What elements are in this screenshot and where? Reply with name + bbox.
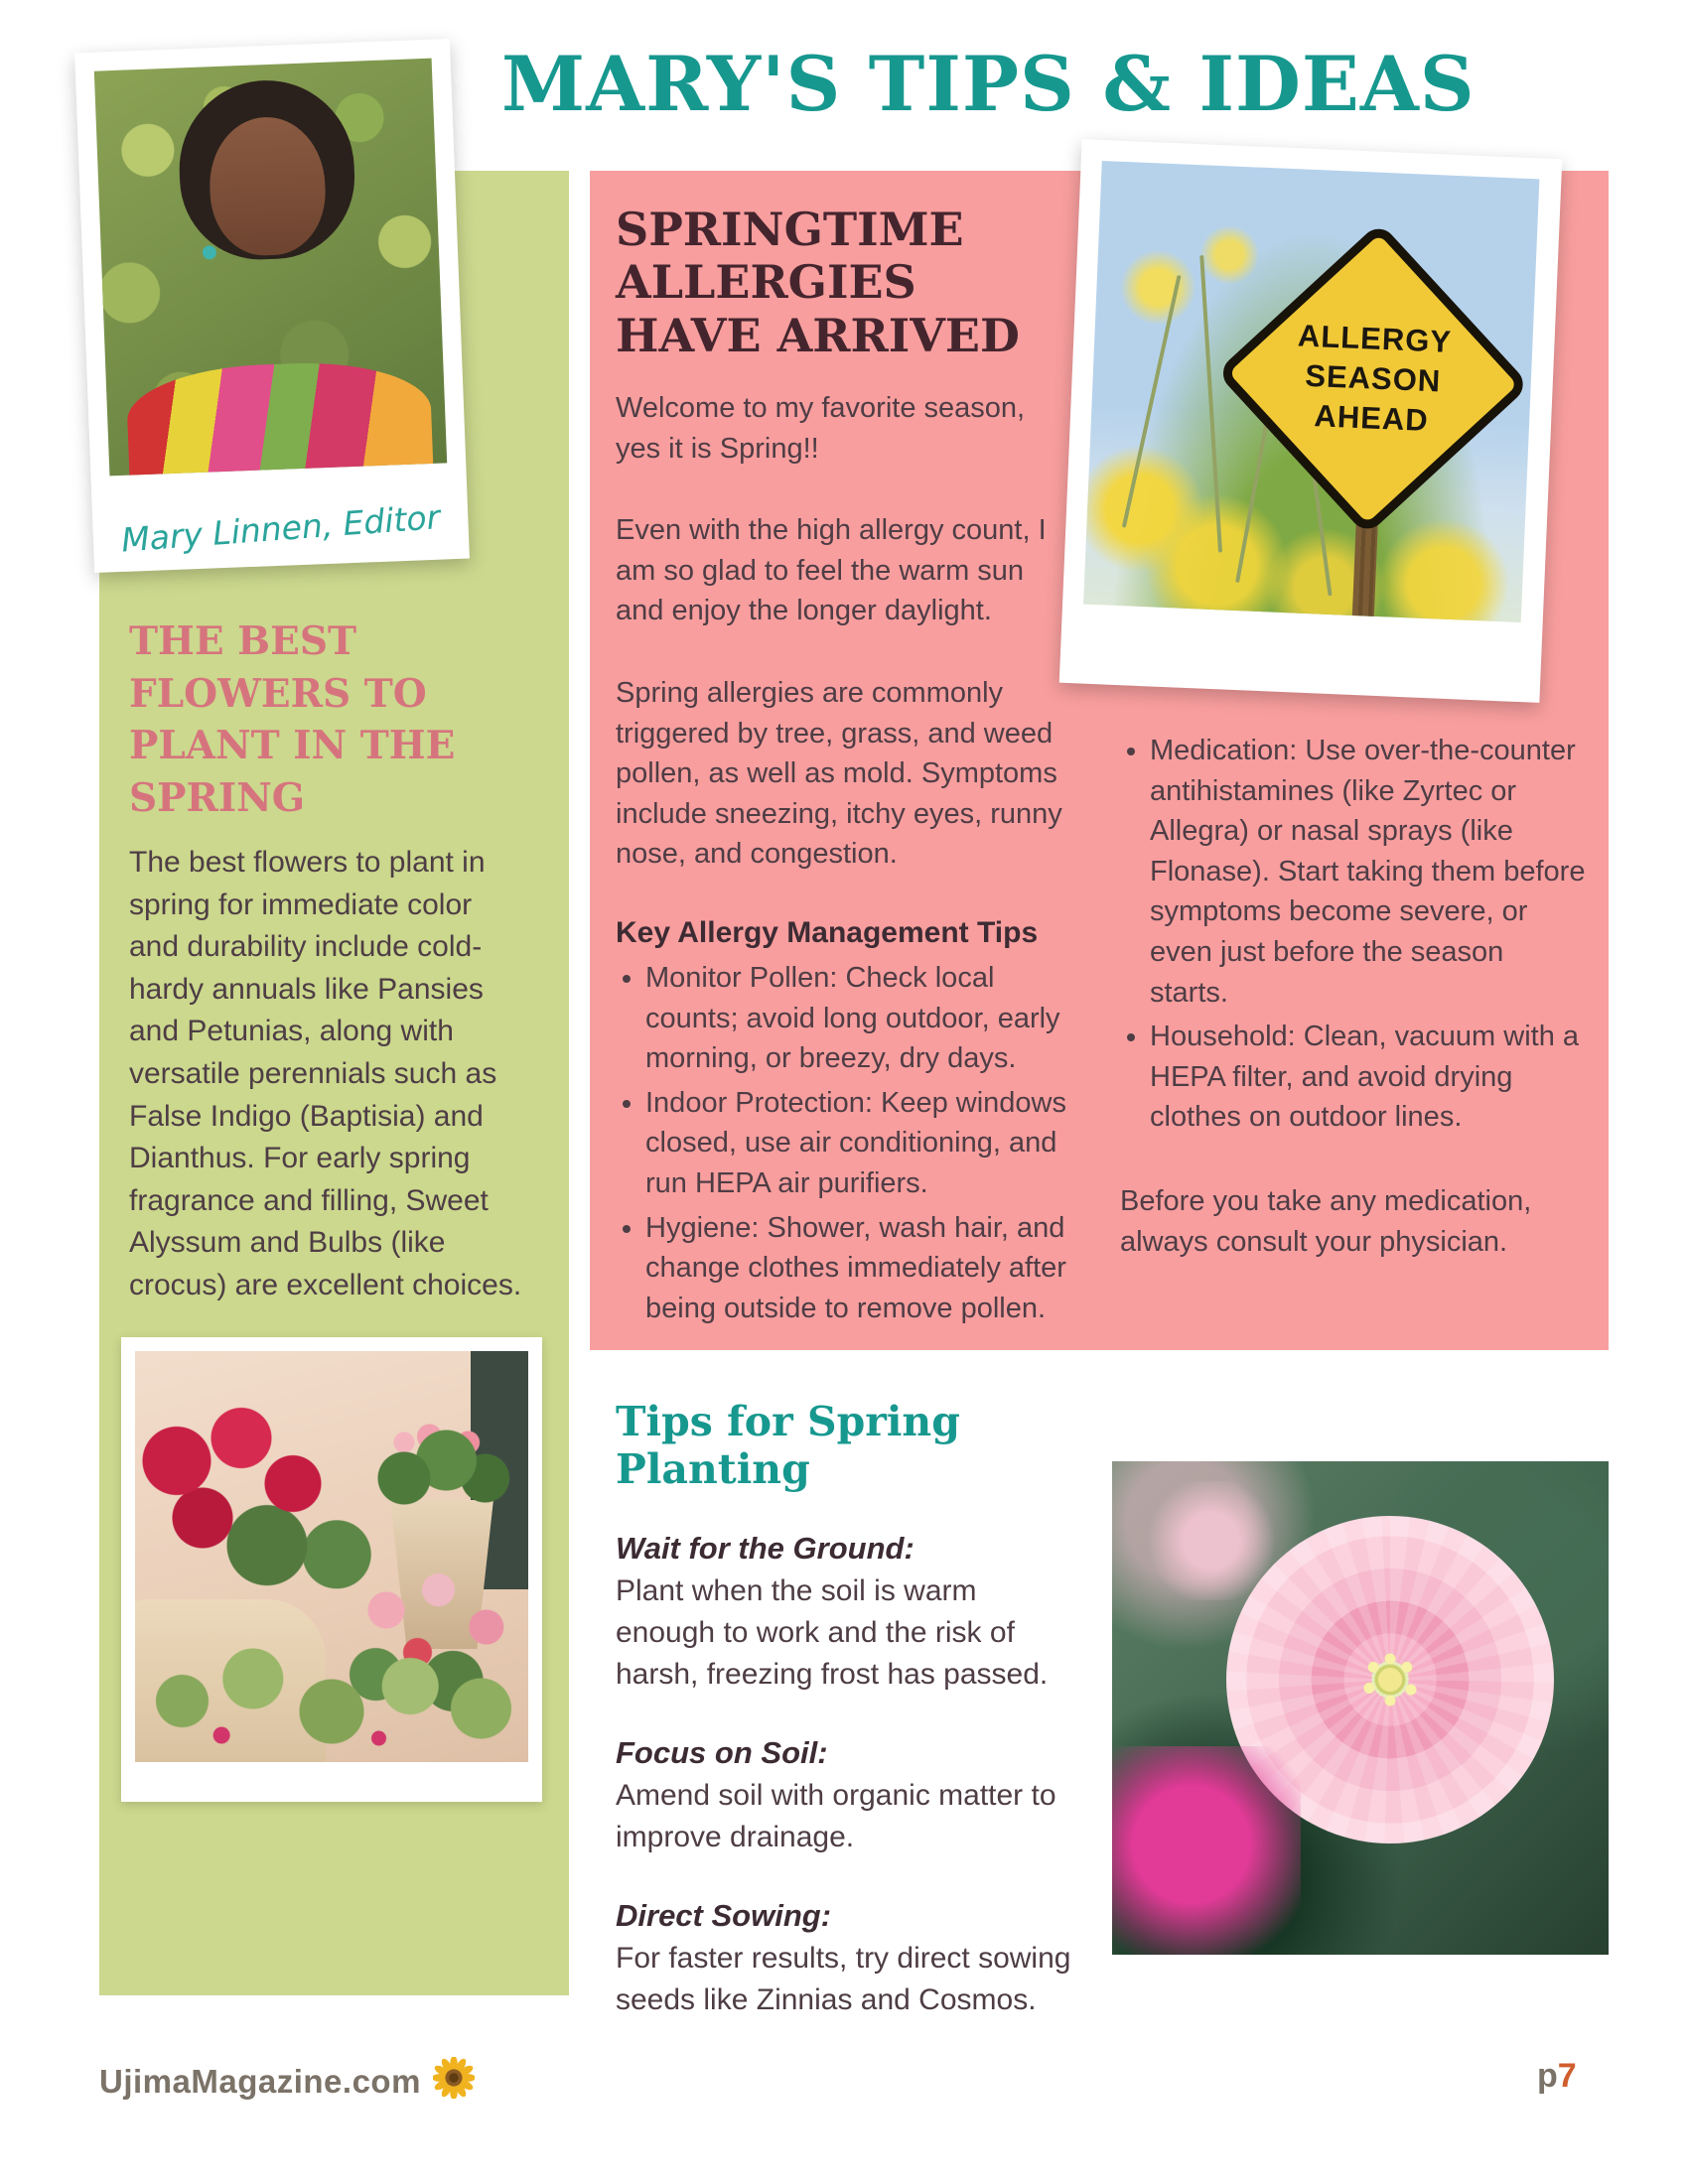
planting-item-text: Plant when the soil is warm enough to work and the risk of harsh, freezing frost has passed. bbox=[616, 1574, 1049, 1691]
allergy-paragraph: Even with the high allergy count, I am so glad to feel the warm sun and enjoy the longer daylight. bbox=[616, 514, 1047, 627]
allergy-season-sign bbox=[1216, 221, 1531, 536]
allergy-article-right-column bbox=[1120, 731, 1589, 1262]
allergy-paragraph: Welcome to my favorite season, yes it is Spring!! bbox=[616, 392, 1026, 465]
editor-photo-caption: Mary Linnen, Editor bbox=[119, 497, 442, 560]
allergy-tips-list bbox=[616, 958, 1082, 1328]
page-number-letter: p bbox=[1537, 2057, 1558, 2095]
page-number-digit: 7 bbox=[1557, 2057, 1577, 2095]
footer-site-link[interactable] bbox=[99, 2057, 475, 2107]
list-item: • Indoor Protection: Keep windows closed, use air conditioning, and run HEPA air purifiers. bbox=[645, 1083, 1082, 1204]
planting-item-text: For faster results, try direct sowing seeds like Zinnias and Cosmos. bbox=[616, 1942, 1071, 2016]
editor-photo-card bbox=[74, 39, 470, 573]
trailing-foliage-art bbox=[135, 1619, 528, 1762]
allergy-season-photo-card bbox=[1059, 139, 1563, 703]
planting-item-label: Focus on Soil: bbox=[616, 1735, 828, 1770]
page-title: MARY'S TIPS & IDEAS bbox=[501, 40, 1476, 128]
planting-item-label: Direct Sowing: bbox=[616, 1898, 832, 1933]
spring-planting-section bbox=[616, 1398, 1082, 2061]
magenta-flower-art bbox=[1112, 1746, 1301, 1955]
footer-site-text: UjimaMagazine.com bbox=[99, 2063, 421, 2100]
sign-line: AHEAD bbox=[1313, 398, 1430, 439]
spring-planting-heading: Tips for Spring Planting bbox=[616, 1398, 960, 1493]
allergy-season-sign-text bbox=[1267, 272, 1479, 484]
list-item: • Medication: Use over-the-counter antihistamines (like Zyrtec or Allegra) or nasal sprays (like Flonase). Start taking them before symptoms become severe, or even just before the season starts. bbox=[1150, 731, 1589, 1013]
planting-item-label: Wait for the Ground: bbox=[616, 1531, 914, 1566]
sunflower-icon bbox=[433, 2057, 475, 2107]
allergy-tips-list-right bbox=[1120, 731, 1589, 1138]
list-item: • Monitor Pollen: Check local counts; avoid long outdoor, early morning, or breezy, dry days. bbox=[645, 958, 1082, 1079]
editor-photo-earring-art bbox=[203, 245, 217, 260]
allergy-article bbox=[616, 203, 1066, 1332]
sign-line: SEASON bbox=[1304, 357, 1442, 399]
best-flowers-heading: THE BEST FLOWERS TO PLANT IN THE SPRING bbox=[129, 618, 456, 821]
medication-disclaimer: Before you take any medication, always consult your physician. bbox=[1120, 1184, 1532, 1258]
dandelion-stem-art bbox=[1122, 275, 1182, 528]
sign-line: ALLERGY bbox=[1297, 317, 1453, 359]
allergy-tips-subheading: Key Allergy Management Tips bbox=[616, 916, 1039, 950]
allergy-season-photo bbox=[1083, 161, 1539, 622]
page-number bbox=[1537, 2057, 1577, 2096]
list-item: • Household: Clean, vacuum with a HEPA filter, and avoid drying clothes on outdoor lines. bbox=[1150, 1017, 1589, 1138]
planting-item-text: Amend soil with organic matter to improve drainage. bbox=[616, 1779, 1056, 1853]
allergy-paragraph: Spring allergies are commonly triggered by tree, grass, and weed pollen, as well as mold. Symptoms include sneezing, itchy eyes, runny nose, and congestion. bbox=[616, 677, 1062, 871]
editor-photo-scarf-art bbox=[126, 358, 434, 477]
best-flowers-body: The best flowers to plant in spring for immediate color and durability include cold-hardy annuals like Pansies and Petunias, along with versatile perennials such as False Indigo (Baptisia) and Dianthus. For early spring fragrance and filling, Sweet Alyssum and Bulbs (like crocus) are excellent choices. bbox=[129, 846, 522, 1301]
geranium-photo-card bbox=[121, 1337, 542, 1802]
zinnia-center-art bbox=[1348, 1638, 1432, 1721]
zinnia-photo bbox=[1112, 1461, 1609, 1955]
dandelion-stem-art bbox=[1199, 255, 1222, 553]
editor-photo bbox=[94, 59, 447, 477]
geranium-photo bbox=[135, 1351, 528, 1762]
list-item: • Hygiene: Shower, wash hair, and change clothes immediately after being outside to remove pollen. bbox=[645, 1208, 1082, 1329]
allergy-article-heading: SPRINGTIME ALLERGIES HAVE ARRIVED bbox=[616, 203, 1020, 362]
